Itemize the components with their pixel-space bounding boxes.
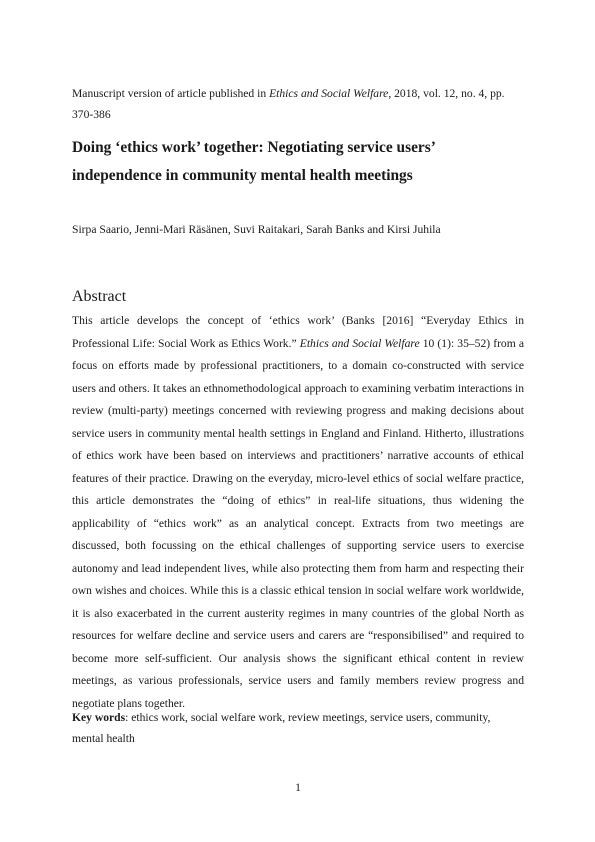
title-line-1: Doing ‘ethics work’ together: Negotiating service users’ <box>72 139 436 156</box>
author-list: Sirpa Saario, Jenni-Mari Räsänen, Suvi Raitakari, Sarah Banks and Kirsi Juhila <box>72 223 441 236</box>
abstract-journal: Ethics and Social Welfare <box>299 336 420 350</box>
keywords-label: Key words <box>72 711 126 724</box>
abstract-body <box>72 310 524 715</box>
title-line-2: independence in community mental health meetings <box>72 167 413 184</box>
citation-suffix: , 2018, vol. 12, no. 4, pp. 370-386 <box>72 87 505 121</box>
manuscript-note <box>72 83 524 125</box>
abstract-heading: Abstract <box>72 288 127 305</box>
page-number: 1 <box>295 781 301 794</box>
citation-journal: Ethics and Social Welfare <box>269 87 389 100</box>
abstract-part-1: This article develops the concept of ‘ethics work’ (Banks [2016] “Everyday Ethics in Professional Life: Social Work as Ethics Work.” <box>72 314 524 350</box>
abstract-part-2: 10 (1): 35–52) from a focus on efforts made by professional practitioners, to a domain co-constructed with service users and others. It takes an ethnomethodological approach to examining verbatim interactions in review (multi-party) meetings concerned with reviewing progress and making decisions about service users in community mental health settings in England and Finland. Hitherto, illustrations of ethics work have been based on interviews and practitioners’ narrative accounts of ethical features of their practice. Drawing on the everyday, micro-level ethics of social welfare practice, this article demonstrates the “doing of ethics” in real-life situations, thus widening the applicability of “ethics work” as an analytical concept. Extracts from two meetings are discussed, both focussing on the ethical challenges of supporting service users to exercise autonomy and lead independent lives, while also protecting them from harm and respecting their own wishes and choices. While this is a classic ethical tension in social welfare work worldwide, it is also exacerbated in the current austerity regimes in many countries of the global North as resources for welfare decline and service users and carers are “responsibilised” and required to become more self-sufficient. Our analysis shows the significant ethical content in review meetings, as various professionals, service users and family members review progress and negotiate plans together. <box>72 336 524 710</box>
keywords <box>72 707 524 749</box>
citation-prefix: Manuscript version of article published in <box>72 87 270 100</box>
article-title <box>72 134 524 190</box>
keywords-text: : ethics work, social welfare work, review meetings, service users, community, mental health <box>72 711 491 745</box>
page <box>72 0 524 842</box>
